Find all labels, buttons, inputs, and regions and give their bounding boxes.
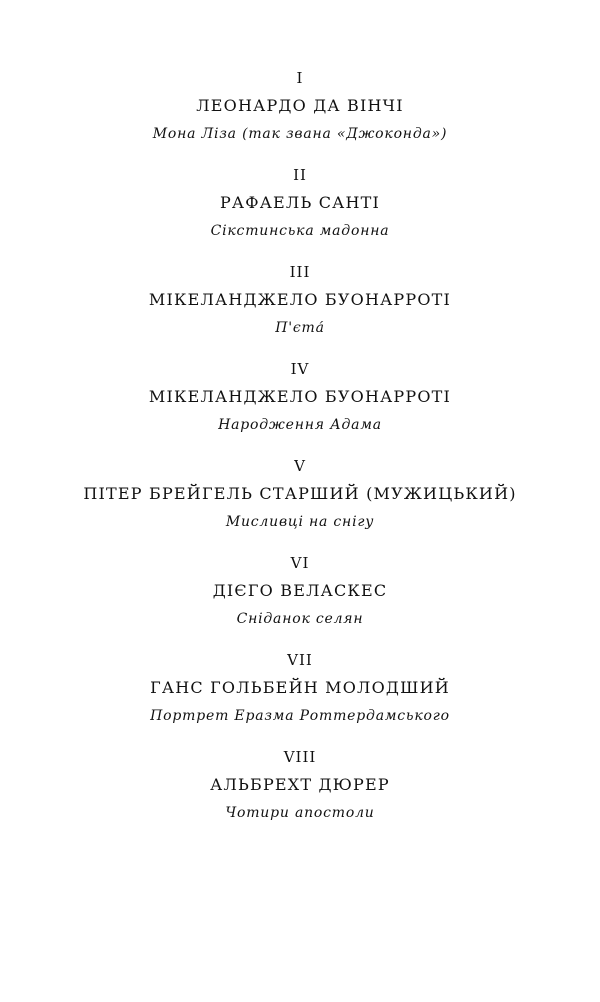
artwork-title: Чотири апостоли xyxy=(225,805,375,821)
section-numeral: VI xyxy=(290,554,310,572)
section-numeral: II xyxy=(293,166,307,184)
contents-entry xyxy=(0,359,600,456)
artwork-title: Мисливці на снігу xyxy=(225,514,375,530)
artwork-title: Мона Ліза (так звана «Джоконда») xyxy=(152,126,448,142)
section-numeral: IV xyxy=(290,360,310,378)
contents-entry xyxy=(0,165,600,262)
artist-name: ДІЄГО ВЕЛАСКЕС xyxy=(212,581,388,600)
section-numeral: VII xyxy=(287,651,313,669)
artwork-title: Сікстинська мадонна xyxy=(210,223,390,239)
artwork-title: Народження Адама xyxy=(218,417,382,433)
section-numeral: V xyxy=(294,457,306,475)
artist-name: АЛЬБРЕХТ ДЮРЕР xyxy=(210,775,390,794)
artwork-title: Сніданок селян xyxy=(236,611,364,627)
artist-name: ЛЕОНАРДО ДА ВІНЧІ xyxy=(196,96,404,115)
artwork-title: Портрет Еразма Роттердамського xyxy=(150,708,450,724)
contents-entry xyxy=(0,747,600,844)
contents-entry xyxy=(0,650,600,747)
section-numeral: III xyxy=(289,263,311,281)
contents-list xyxy=(0,68,600,844)
contents-entry xyxy=(0,456,600,553)
contents-entry xyxy=(0,262,600,359)
artist-name: МІКЕЛАНДЖЕЛО БУОНАРРОТІ xyxy=(148,290,452,309)
contents-entry xyxy=(0,553,600,650)
contents-entry xyxy=(0,68,600,165)
artist-name: ГАНС ГОЛЬБЕЙН МОЛОДШИЙ xyxy=(150,678,450,697)
artist-name: ПІТЕР БРЕЙГЕЛЬ СТАРШИЙ (МУЖИЦЬКИЙ) xyxy=(83,484,517,503)
artist-name: РАФАЕЛЬ САНТІ xyxy=(219,193,381,212)
artwork-title: П'єта́ xyxy=(275,320,325,336)
artist-name: МІКЕЛАНДЖЕЛО БУОНАРРОТІ xyxy=(148,387,452,406)
section-numeral: VIII xyxy=(283,748,317,766)
section-numeral: I xyxy=(296,69,304,87)
